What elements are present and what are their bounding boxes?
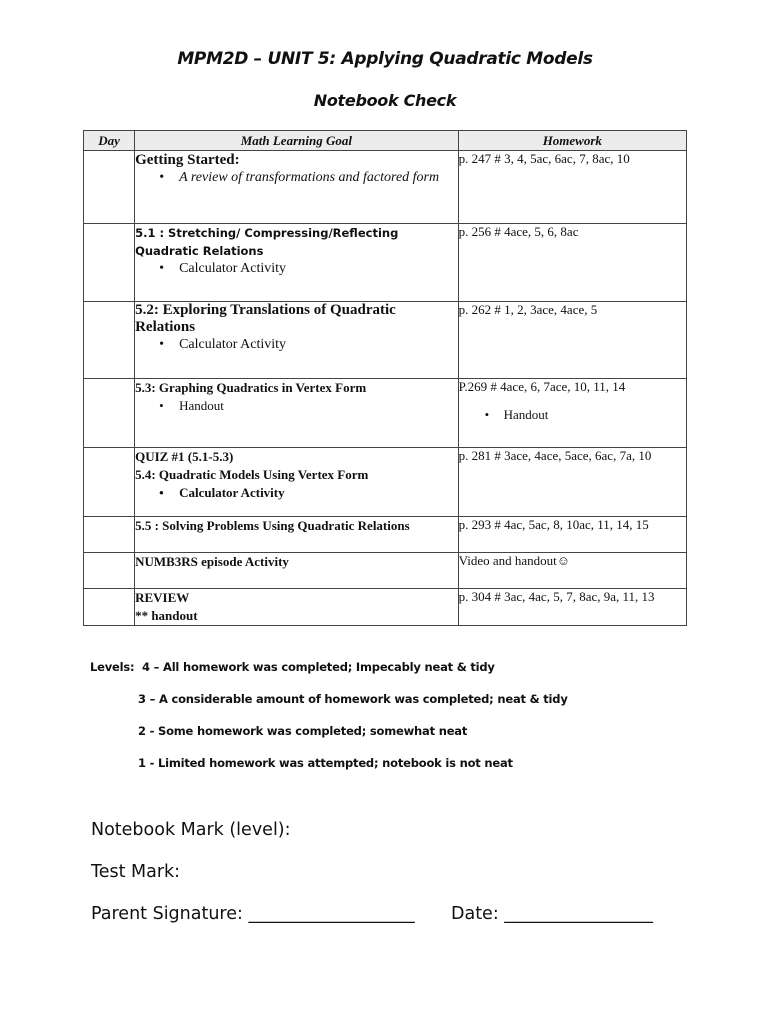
day-cell (84, 224, 135, 302)
header-day: Day (84, 131, 135, 151)
homework-cell (458, 379, 686, 448)
goal-line: REVIEW (135, 590, 190, 605)
homework-bullet: • Handout (459, 407, 686, 423)
day-cell (84, 302, 135, 379)
goal-line: 5.5 : Solving Problems Using Quadratic Relations (135, 518, 410, 533)
goal-cell (135, 302, 459, 379)
homework-cell: p. 262 # 1, 2, 3ace, 4ace, 5 (458, 302, 686, 379)
homework-cell: p. 281 # 3ace, 4ace, 5ace, 6ac, 7a, 10 (458, 448, 686, 517)
day-cell (84, 448, 135, 517)
header-homework: Homework (458, 131, 686, 151)
day-cell (84, 589, 135, 626)
goal-cell (135, 517, 459, 553)
date-line: Date: _________________ (451, 904, 654, 924)
page-title (0, 49, 770, 69)
goal-line: QUIZ #1 (5.1-5.3) (135, 449, 234, 464)
homework-cell: p. 304 # 3ac, 4ac, 5, 7, 8ac, 9a, 11, 13 (458, 589, 686, 626)
goal-bullet: • Handout (135, 397, 458, 414)
goal-line: ** handout (135, 608, 198, 623)
homework-text: P.269 # 4ace, 6, 7ace, 10, 11, 14 (458, 379, 626, 394)
goal-line: 5.1 : Stretching/ Compressing/Reflecting (135, 226, 399, 240)
levels-item: 2 - Some homework was completed; somewhat neat (138, 724, 468, 738)
goal-line: 5.4: Quadratic Models Using Vertex Form (135, 467, 369, 482)
goal-line: Relations (135, 319, 196, 335)
unit-title: Applying Quadratic Models (341, 49, 593, 69)
table-row (84, 553, 687, 589)
table-row (84, 302, 687, 379)
day-cell (84, 517, 135, 553)
header-goal: Math Learning Goal (135, 131, 459, 151)
page-subtitle: Notebook Check (313, 91, 457, 110)
goal-line: Getting Started: (135, 152, 240, 168)
goal-bullet: • Calculator Activity (135, 484, 458, 501)
homework-cell: p. 293 # 4ac, 5ac, 8, 10ac, 11, 14, 15 (458, 517, 686, 553)
levels-item: 3 – A considerable amount of homework was completed; neat & tidy (138, 692, 568, 706)
goal-line: Quadratic Relations (135, 244, 264, 258)
notebook-table (83, 130, 687, 626)
goal-bullet: • A review of transformations and factored form (135, 169, 458, 186)
day-cell (84, 553, 135, 589)
goal-bullet: • Calculator Activity (135, 260, 458, 277)
homework-cell: p. 247 # 3, 4, 5ac, 6ac, 7, 8ac, 10 (458, 151, 686, 224)
homework-cell: Video and handout☺ (458, 553, 686, 589)
parent-signature-line: Parent Signature: ___________________ (91, 904, 415, 924)
levels-item: Levels: 4 – All homework was completed; Impecably neat & tidy (90, 660, 495, 674)
goal-line: 5.2: Exploring Translations of Quadratic (135, 302, 396, 318)
goal-cell (135, 151, 459, 224)
goal-bullet: • Calculator Activity (135, 336, 458, 353)
table-row (84, 589, 687, 626)
table-row (84, 151, 687, 224)
test-mark-label: Test Mark: (91, 862, 181, 882)
homework-cell: p. 256 # 4ace, 5, 6, 8ac (458, 224, 686, 302)
table-row (84, 379, 687, 448)
day-cell (84, 379, 135, 448)
day-cell (84, 151, 135, 224)
table-row (84, 448, 687, 517)
goal-cell (135, 553, 459, 589)
table-row (84, 224, 687, 302)
goal-cell (135, 379, 459, 448)
course-code: MPM2D – UNIT 5: (177, 49, 336, 69)
levels-item: 1 - Limited homework was attempted; notebook is not neat (138, 756, 513, 770)
table-row (84, 517, 687, 553)
levels-label: Levels: (90, 660, 135, 674)
goal-cell (135, 589, 459, 626)
goal-cell (135, 224, 459, 302)
table-header-row (84, 131, 687, 151)
goal-line: 5.3: Graphing Quadratics in Vertex Form (135, 380, 367, 395)
goal-cell (135, 448, 459, 517)
notebook-mark-label: Notebook Mark (level): (91, 820, 291, 840)
goal-line: NUMB3RS episode Activity (135, 554, 289, 569)
